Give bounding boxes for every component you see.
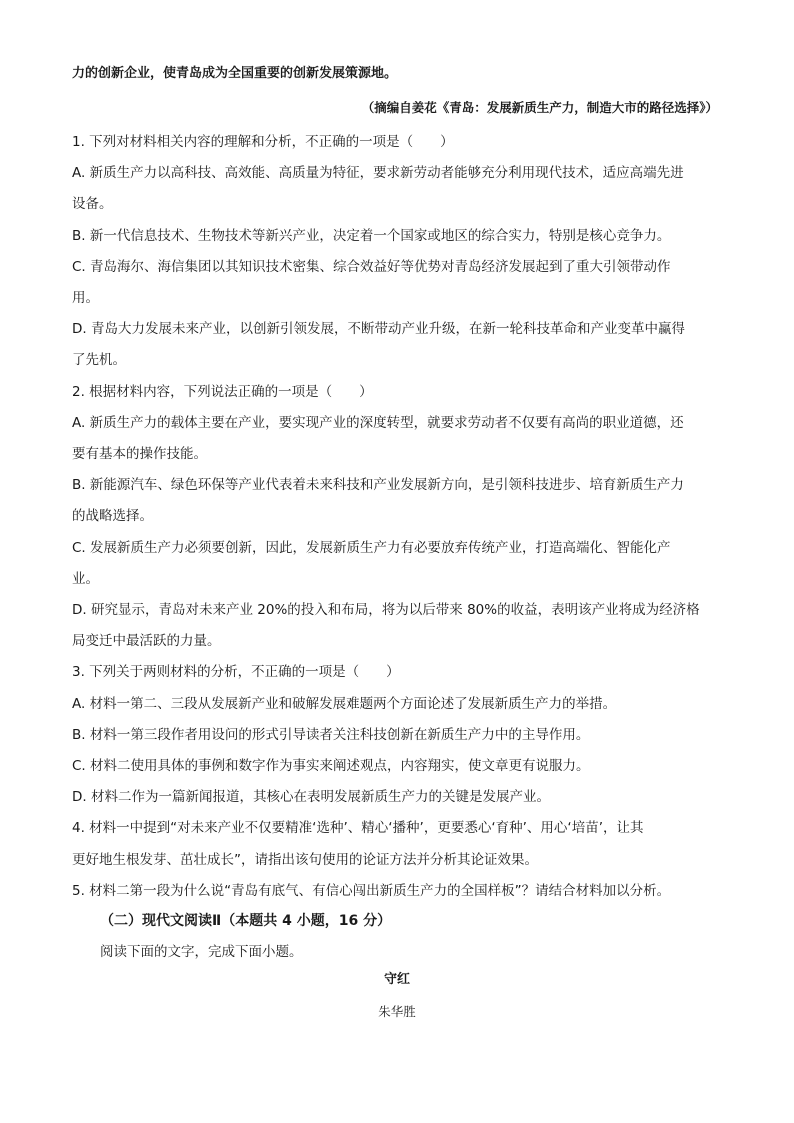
text-line: A. 新质生产力以高科技、高效能、高质量为特征，要求新劳动者能够充分利用现代技术，适应高端先进: [72, 165, 684, 182]
text-line: B. 材料一第三段作者用设问的形式引导读者关注科技创新在新质生产力中的主导作用。: [72, 726, 590, 743]
text-line: 设备。: [72, 196, 113, 213]
text-line: A. 材料一第二、三段从发展新产业和破解发展难题两个方面论述了发展新质生产力的举措。: [72, 695, 617, 712]
text-line: 了先机。: [72, 352, 126, 369]
text-line: 业。: [72, 570, 99, 587]
text-line: C. 青岛海尔、海信集团以其知识技术密集、综合效益好等优势对青岛经济发展起到了重大引领带动作: [72, 258, 671, 275]
text-line: 5. 材料二第一段为什么说“青岛有底气、有信心闯出新质生产力的全国样板”？请结合材料加以分析。: [72, 882, 671, 899]
text-line: 用。: [72, 290, 99, 307]
section-title: （二）现代文阅读Ⅱ（本题共 4 小题，16 分）: [100, 913, 392, 929]
text-line: 局变迁中最活跃的力量。: [72, 633, 221, 650]
text-line: 要有基本的操作技能。: [72, 446, 207, 463]
text-line: 2. 根据材料内容，下列说法正确的一项是（ ）: [72, 383, 373, 400]
text-line: B. 新一代信息技术、生物技术等新兴产业，决定着一个国家或地区的综合实力，特别是核心竞争力。: [72, 227, 671, 244]
reading-instruction: 阅读下面的文字，完成下面小题。: [100, 944, 303, 960]
text-line: A. 新质生产力的载体主要在产业，要实现产业的深度转型，就要求劳动者不仅要有高尚的职业道德，还: [72, 414, 684, 431]
text-line: 3. 下列关于两则材料的分析，不正确的一项是（ ）: [72, 664, 400, 681]
text-line: D. 材料二作为一篇新闻报道，其核心在表明发展新质生产力的关键是发展产业。: [72, 789, 550, 806]
text-line: B. 新能源汽车、绿色环保等产业代表着未来科技和产业发展新方向，是引领科技进步、培育新质生产力: [72, 477, 684, 494]
source-citation: （摘编自姜花《青岛：发展新质生产力，制造大市的路径选择》）: [361, 100, 718, 115]
text-line: 更好地生根发芽、茁壮成长”，请指出该句使用的论证方法并分析其论证效果。: [72, 851, 538, 868]
text-line: 的战略选择。: [72, 508, 153, 525]
text-line: D. 研究显示，青岛对未来产业 20%的投入和布局，将为以后带来 80%的收益，表明该产业将成为经济格: [72, 602, 700, 619]
intro-line: 力的创新企业，使青岛成为全国重要的创新发展策源地。: [72, 66, 398, 81]
story-title: 守红: [383, 972, 410, 987]
text-line: C. 发展新质生产力必须要创新，因此，发展新质生产力有必要放弃传统产业，打造高端化、智能化产: [72, 539, 671, 556]
story-author: 朱华胜: [378, 1004, 416, 1019]
questions-block: [72, 127, 722, 907]
text-line: 1. 下列对材料相关内容的理解和分析，不正确的一项是（ ）: [72, 134, 454, 150]
text-line: C. 材料二使用具体的事例和数字作为事实来阐述观点，内容翔实，使文章更有说服力。: [72, 758, 590, 775]
text-line: 4. 材料一中提到“对未来产业不仅要精准‘选种’、精心‘播种’，更要悉心‘育种’、用心‘培苗’，让其: [72, 820, 644, 837]
text-line: D. 青岛大力发展未来产业，以创新引领发展，不断带动产业升级，在新一轮科技革命和产业变革中赢得: [72, 321, 685, 338]
